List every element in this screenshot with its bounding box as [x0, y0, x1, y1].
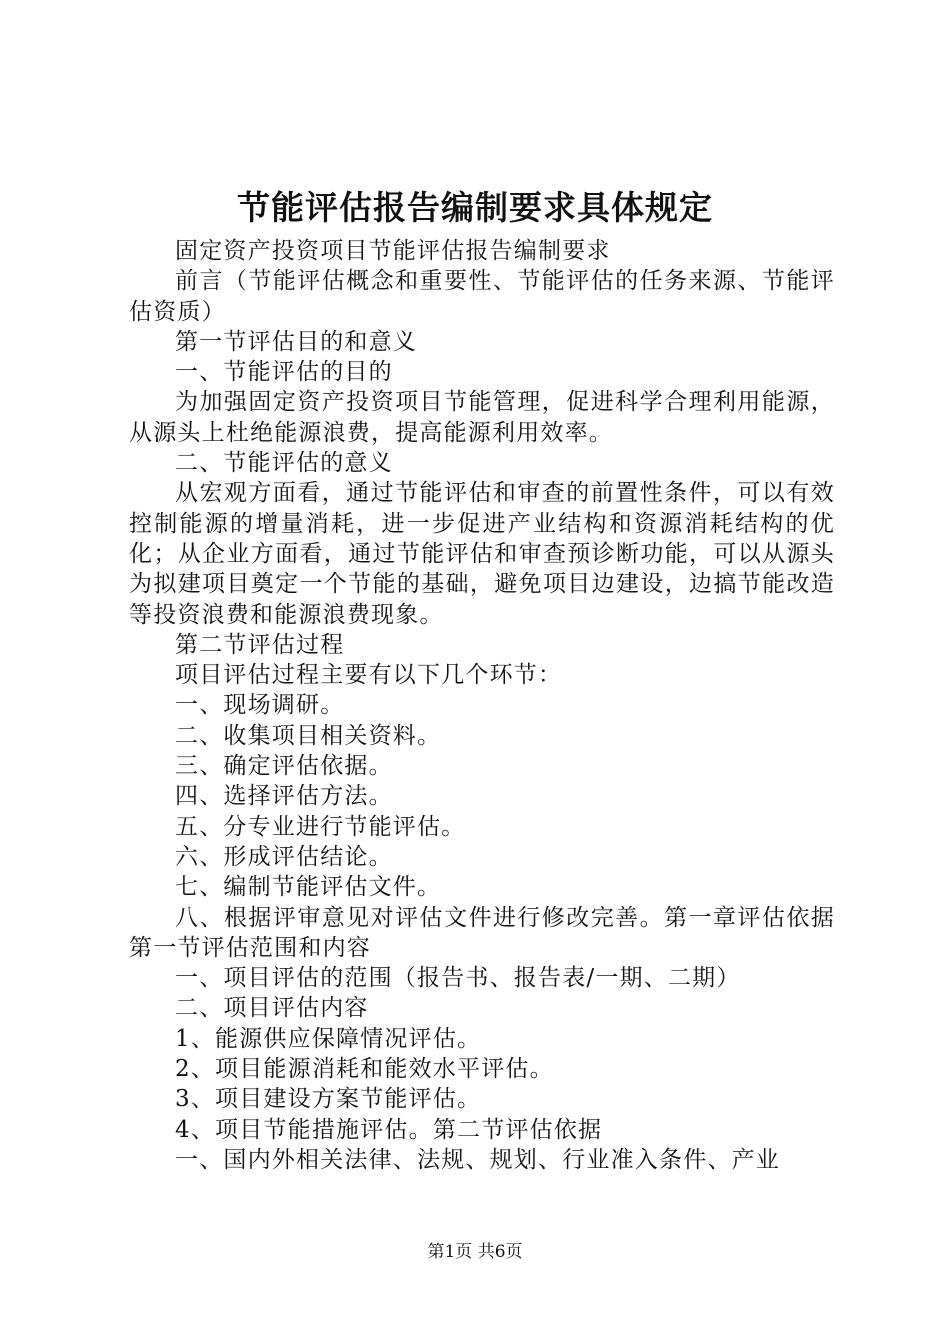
paragraph: 从宏观方面看，通过节能评估和审查的前置性条件，可以有效控制能源的增量消耗，进一步促进产业结构和资源消耗结构的优化；从企业方面看，通过节能评估和审查预诊断功能，可以从源头为拟建项目奠定一个节能的基础，避免项目边建设，边搞节能改造等投资浪费和能源浪费现象。: [129, 480, 835, 628]
subsection-heading: 一、项目评估的范围（报告书、报告表/一期、二期）: [175, 965, 741, 992]
list-item: 二、收集项目相关资料。: [175, 722, 442, 749]
list-item: 六、形成评估结论。: [175, 843, 393, 870]
document-body: [129, 236, 835, 1175]
subsection-heading: 二、项目评估内容: [175, 995, 369, 1022]
paragraph: 一、国内外相关法律、法规、规划、行业准入条件、产业: [175, 1146, 780, 1173]
page-number-footer: 第1页 共6页: [427, 1242, 523, 1262]
list-item: 三、确定评估依据。: [175, 753, 393, 780]
list-item: 八、根据评审意见对评估文件进行修改完善。第一章评估依据第一节评估范围和内容: [129, 904, 835, 961]
paragraph: 前言（节能评估概念和重要性、节能评估的任务来源、节能评估资质）: [129, 268, 835, 325]
paragraph: 项目评估过程主要有以下几个环节：: [175, 662, 563, 689]
list-item: 五、分专业进行节能评估。: [175, 813, 466, 840]
list-item: 1、能源供应保障情况评估。: [175, 1025, 482, 1052]
list-item: 2、项目能源消耗和能效水平评估。: [175, 1056, 554, 1083]
subsection-heading: 二、节能评估的意义: [175, 450, 393, 477]
paragraph: 为加强固定资产投资项目节能管理，促进科学合理利用能源，从源头上杜绝能源浪费，提高能源利用效率。: [129, 389, 835, 446]
list-item: 3、项目建设方案节能评估。: [175, 1086, 482, 1113]
list-item: 4、项目节能措施评估。第二节评估依据: [175, 1116, 603, 1143]
list-item: 四、选择评估方法。: [175, 783, 393, 810]
paragraph: 固定资产投资项目节能评估报告编制要求: [175, 238, 611, 264]
list-item: 一、现场调研。: [175, 692, 345, 719]
list-item: 七、编制节能评估文件。: [175, 874, 442, 901]
section-heading: 第一节评估目的和意义: [175, 328, 417, 355]
document-title: 节能评估报告编制要求具体规定: [237, 188, 713, 227]
section-heading: 第二节评估过程: [175, 631, 345, 658]
subsection-heading: 一、节能评估的目的: [175, 359, 393, 386]
